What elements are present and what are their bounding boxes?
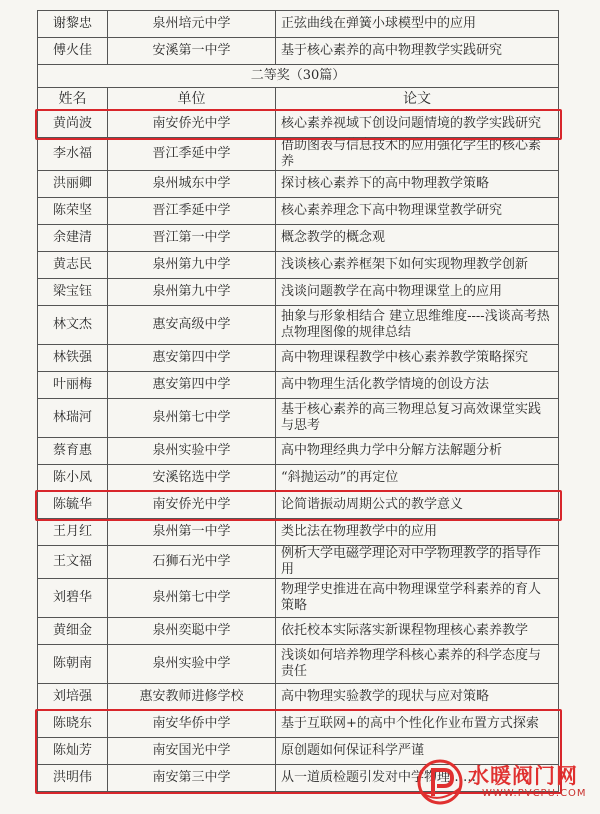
paper-cell: 物理学史推进在高中物理课堂学科素养的育人策略: [276, 579, 559, 618]
paper-cell: 原创题如何保证科学严谨: [276, 738, 559, 765]
unit-cell: 惠安教师进修学校: [108, 684, 276, 711]
table-row: [38, 11, 559, 38]
paper-cell: “斜抛运动”的再定位: [276, 465, 559, 492]
header-unit: 单位: [108, 88, 276, 111]
unit-cell: 安溪铭选中学: [108, 465, 276, 492]
table-row: [38, 171, 559, 198]
table-row: [38, 711, 559, 738]
watermark-brand: 水暖阀门网: [468, 764, 578, 788]
paper-cell: 概念教学的概念观: [276, 225, 559, 252]
table-row: [38, 465, 559, 492]
name-cell: 蔡育惠: [38, 438, 108, 465]
paper-cell: 抽象与形象相结合 建立思维维度----浅谈高考热点物理图像的规律总结: [276, 306, 559, 345]
unit-cell: 南安侨光中学: [108, 111, 276, 138]
table-row: [38, 279, 559, 306]
unit-cell: 泉州第九中学: [108, 279, 276, 306]
table-row: [38, 38, 559, 65]
header-name: 姓名: [38, 88, 108, 111]
paper-cell: 基于核心素养的高三物理总复习高效课堂实践与思考: [276, 399, 559, 438]
table-row: [38, 579, 559, 618]
paper-cell: 从一道质检题引发对中学物理……: [276, 765, 559, 792]
unit-cell: 南安第三中学: [108, 765, 276, 792]
table-row: [38, 372, 559, 399]
name-cell: 刘碧华: [38, 579, 108, 618]
unit-cell: 泉州城东中学: [108, 171, 276, 198]
table-row: [38, 492, 559, 519]
unit-cell: 惠安第四中学: [108, 345, 276, 372]
name-cell: 陈毓华: [38, 492, 108, 519]
paper-cell: 高中物理课程教学中核心素养教学策略探究: [276, 345, 559, 372]
unit-cell: 泉州第九中学: [108, 252, 276, 279]
name-cell: 谢黎忠: [38, 11, 108, 38]
paper-cell: 基于互联网+的高中个性化作业布置方式探索: [276, 711, 559, 738]
unit-cell: 南安华侨中学: [108, 711, 276, 738]
name-cell: 黄志民: [38, 252, 108, 279]
unit-cell: 惠安第四中学: [108, 372, 276, 399]
name-cell: 李水福: [38, 138, 108, 171]
unit-cell: 晋江季延中学: [108, 198, 276, 225]
brand-logo-icon: [416, 758, 466, 806]
award-table: [37, 10, 559, 792]
name-cell: 林瑞河: [38, 399, 108, 438]
paper-cell: 基于核心素养的高中物理教学实践研究: [276, 38, 559, 65]
paper-cell: 正弦曲线在弹簧小球模型中的应用: [276, 11, 559, 38]
name-cell: 王月红: [38, 519, 108, 546]
table-row: [38, 225, 559, 252]
name-cell: 黄细金: [38, 618, 108, 645]
name-cell: 余建清: [38, 225, 108, 252]
table-row: [38, 252, 559, 279]
paper-cell: 例析大学电磁学理论对中学物理教学的指导作用: [276, 546, 559, 579]
unit-cell: 惠安高级中学: [108, 306, 276, 345]
name-cell: 刘培强: [38, 684, 108, 711]
name-cell: 王文福: [38, 546, 108, 579]
name-cell: 梁宝钰: [38, 279, 108, 306]
table-row: [38, 306, 559, 345]
paper-cell: 论简谐振动周期公式的教学意义: [276, 492, 559, 519]
paper-cell: 浅谈如何培养物理学科核心素养的科学态度与责任: [276, 645, 559, 684]
name-cell: 黄尚波: [38, 111, 108, 138]
table-row: [38, 111, 559, 138]
paper-cell: 类比法在物理教学中的应用: [276, 519, 559, 546]
unit-cell: 泉州第七中学: [108, 579, 276, 618]
name-cell: 陈荣坚: [38, 198, 108, 225]
table-row: [38, 138, 559, 171]
section-title: 二等奖（30篇）: [38, 65, 559, 88]
unit-cell: 泉州第七中学: [108, 399, 276, 438]
unit-cell: 安溪第一中学: [108, 38, 276, 65]
table-row: [38, 618, 559, 645]
unit-cell: 泉州培元中学: [108, 11, 276, 38]
header-paper: 论文: [276, 88, 559, 111]
paper-cell: 探讨核心素养下的高中物理教学策略: [276, 171, 559, 198]
table-row: [38, 438, 559, 465]
name-cell: 林文杰: [38, 306, 108, 345]
paper-cell: 核心素养理念下高中物理课堂教学研究: [276, 198, 559, 225]
paper-cell: 浅谈问题教学在高中物理课堂上的应用: [276, 279, 559, 306]
paper-cell: 高中物理实验教学的现状与应对策略: [276, 684, 559, 711]
section-title-row: [38, 65, 559, 88]
table-row: [38, 198, 559, 225]
name-cell: 傅火佳: [38, 38, 108, 65]
name-cell: 陈晓东: [38, 711, 108, 738]
paper-cell: 依托校本实际落实新课程物理核心素养教学: [276, 618, 559, 645]
name-cell: 陈朝南: [38, 645, 108, 684]
name-cell: 陈小凤: [38, 465, 108, 492]
unit-cell: 晋江第一中学: [108, 225, 276, 252]
unit-cell: 石狮石光中学: [108, 546, 276, 579]
table-row: [38, 345, 559, 372]
unit-cell: 晋江季延中学: [108, 138, 276, 171]
table-row: [38, 684, 559, 711]
table-row: [38, 645, 559, 684]
name-cell: 洪丽卿: [38, 171, 108, 198]
watermark-url: WWW.PVCPU.COM: [482, 788, 587, 799]
paper-cell: 核心素养视域下创设问题情境的教学实践研究: [276, 111, 559, 138]
header-row: [38, 88, 559, 111]
paper-cell: 高中物理经典力学中分解方法解题分析: [276, 438, 559, 465]
unit-cell: 泉州实验中学: [108, 438, 276, 465]
table-row: [38, 519, 559, 546]
table-row: [38, 546, 559, 579]
name-cell: 陈灿芳: [38, 738, 108, 765]
paper-cell: 高中物理生活化教学情境的创设方法: [276, 372, 559, 399]
unit-cell: 南安侨光中学: [108, 492, 276, 519]
unit-cell: 泉州第一中学: [108, 519, 276, 546]
unit-cell: 泉州实验中学: [108, 645, 276, 684]
name-cell: 叶丽梅: [38, 372, 108, 399]
paper-cell: 浅谈核心素养框架下如何实现物理教学创新: [276, 252, 559, 279]
name-cell: 洪明伟: [38, 765, 108, 792]
watermark: [416, 756, 592, 808]
unit-cell: 泉州奕聪中学: [108, 618, 276, 645]
name-cell: 林铁强: [38, 345, 108, 372]
award-table-body: [38, 11, 559, 792]
table-row: [38, 399, 559, 438]
unit-cell: 南安国光中学: [108, 738, 276, 765]
paper-cell: 借助图表与信息技术的应用强化学生的核心素养: [276, 138, 559, 171]
